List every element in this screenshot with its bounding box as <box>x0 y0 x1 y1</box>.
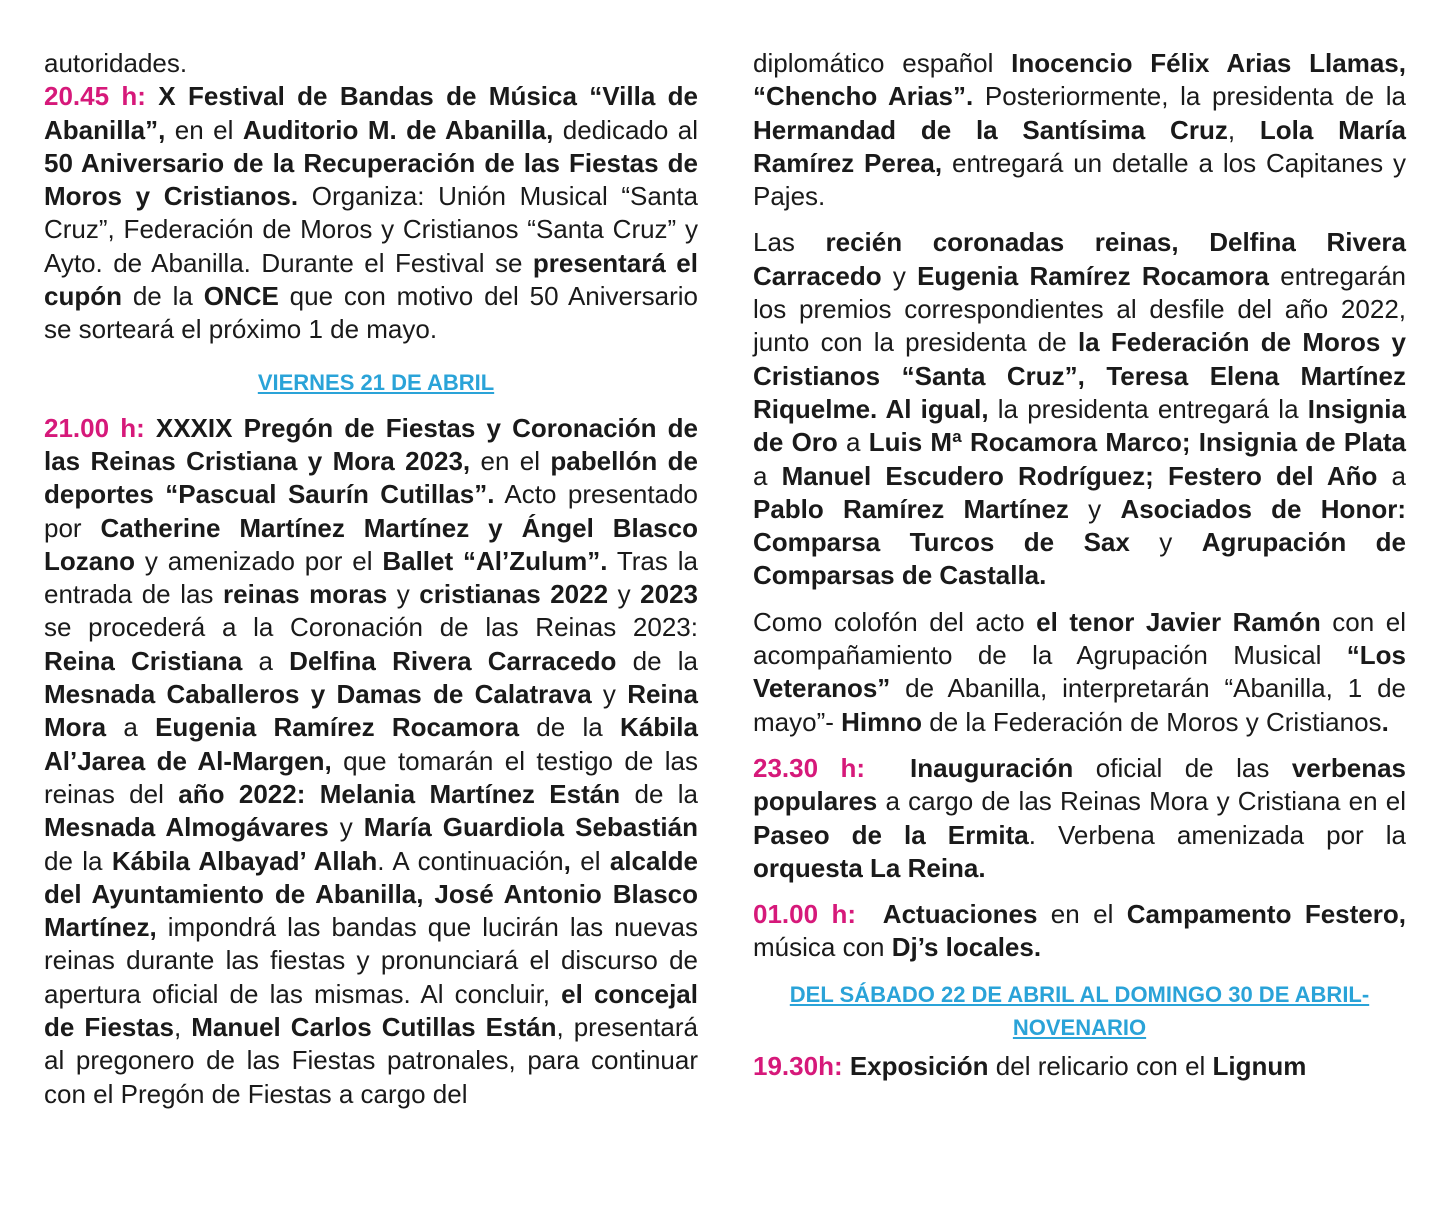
paragraph-colofon: Como colofón del acto el tenor Javier Ramón con el acompañamiento de la Agrupación Musical “Los Veteranos” de Abanilla, interpretarán “Abanilla, 1 de mayo”- Himno de la Federación de Moros y Cristianos. <box>753 606 1406 737</box>
event-time: 01.00 h: <box>753 899 856 930</box>
paragraph-continuation: autoridades. <box>44 48 188 78</box>
event-time: 20.45 h: <box>44 81 146 112</box>
day-heading-novenario <box>753 978 1406 1044</box>
day-heading-line: NOVENARIO <box>1012 1014 1147 1040</box>
paragraph-premios: Las recién coronadas reinas, Delfina Rivera Carracedo y Eugenia Ramírez Rocamora entregarán los premios correspondientes al desfile del año 2022, junto con la presidenta de la Federación de Moros y Cristianos “Santa Cruz”, Teresa Elena Martínez Riquelme. Al igual, la presidenta entregará la Insignia de Oro a Luis Mª Rocamora Marco; Insignia de Plata a Manuel Escudero Rodríguez; Festero del Año a Pablo Ramírez Martínez y Asociados de Honor: Comparsa Turcos de Sax y Agrupación de Comparsas de Castalla. <box>753 227 1407 591</box>
right-column <box>753 47 1406 1083</box>
event-time: 23.30 h: <box>753 752 866 783</box>
event-festival-bandas: 20.45 h: X Festival de Bandas de Música “Villa de Abanilla”, en el Auditorio M. de Abanilla, dedicado al 50 Aniversario de la Recuperación de las Fiestas de Moros y Cristianos. Organiza: Unión Musical “Santa Cruz”, Federación de Moros y Cristianos “Santa Cruz” y Ayto. de Abanilla. Durante el Festival se presentará el cupón de la ONCE que con motivo del 50 Aniversario se sorteará el próximo 1 de mayo. <box>44 81 699 345</box>
paragraph-pregonero: diplomático español Inocencio Félix Arias Llamas, “Chencho Arias”. Posteriormente, la presidenta de la Hermandad de la Santísima Cruz, Lola María Ramírez Perea, entregará un detalle a los Capitanes y Pajes. <box>753 48 1407 212</box>
event-pregon: 21.00 h: XXXIX Pregón de Fiestas y Coronación de las Reinas Cristiana y Mora 2023, en el pabellón de deportes “Pascual Saurín Cutillas”. Acto presentado por Catherine Martínez Martínez y Ángel Blasco Lozano y amenizado por el Ballet “Al’Zulum”. Tras la entrada de las reinas moras y cristianas 2022 y 2023 se procederá a la Coronación de las Reinas 2023: Reina Cristiana a Delfina Rivera Carracedo de la Mesnada Caballeros y Damas de Calatrava y Reina Mora a Eugenia Ramírez Rocamora de la Kábila Al’Jarea de Al-Margen, que tomarán el testigo de las reinas del año 2022: Melania Martínez Están de la Mesnada Almogávares y María Guardiola Sebastián de la Kábila Albayad’ Allah. A continuación, el alcalde del Ayuntamiento de Abanilla, José Antonio Blasco Martínez, impondrá las bandas que lucirán las nuevas reinas durante las fiestas y pronunciará el discurso de apertura oficial de las mismas. Al concluir, el concejal de Fiestas, Manuel Carlos Cutillas Están, presentará al pregonero de las Fiestas patronales, para continuar con el Pregón de Fiestas a cargo del <box>44 412 699 1109</box>
event-time: 19.30h: <box>753 1050 843 1081</box>
event-time: 21.00 h: <box>44 412 145 443</box>
event-verbenas: 23.30 h: Inauguración oficial de las verbenas populares a cargo de las Reinas Mora y Cristiana en el Paseo de la Ermita. Verbena amenizada por la orquesta La Reina. <box>753 752 1406 883</box>
day-heading-line: DEL SÁBADO 22 DE ABRIL AL DOMINGO 30 DE ABRIL- <box>789 981 1370 1007</box>
day-heading-viernes: VIERNES 21 DE ABRIL <box>257 369 495 395</box>
event-actuaciones: 01.00 h: Actuaciones en el Campamento Festero, música con Dj’s locales. <box>753 899 1406 963</box>
event-exposicion: 19.30h: Exposición del relicario con el Lignum <box>753 1050 1307 1081</box>
left-column <box>44 47 698 1111</box>
